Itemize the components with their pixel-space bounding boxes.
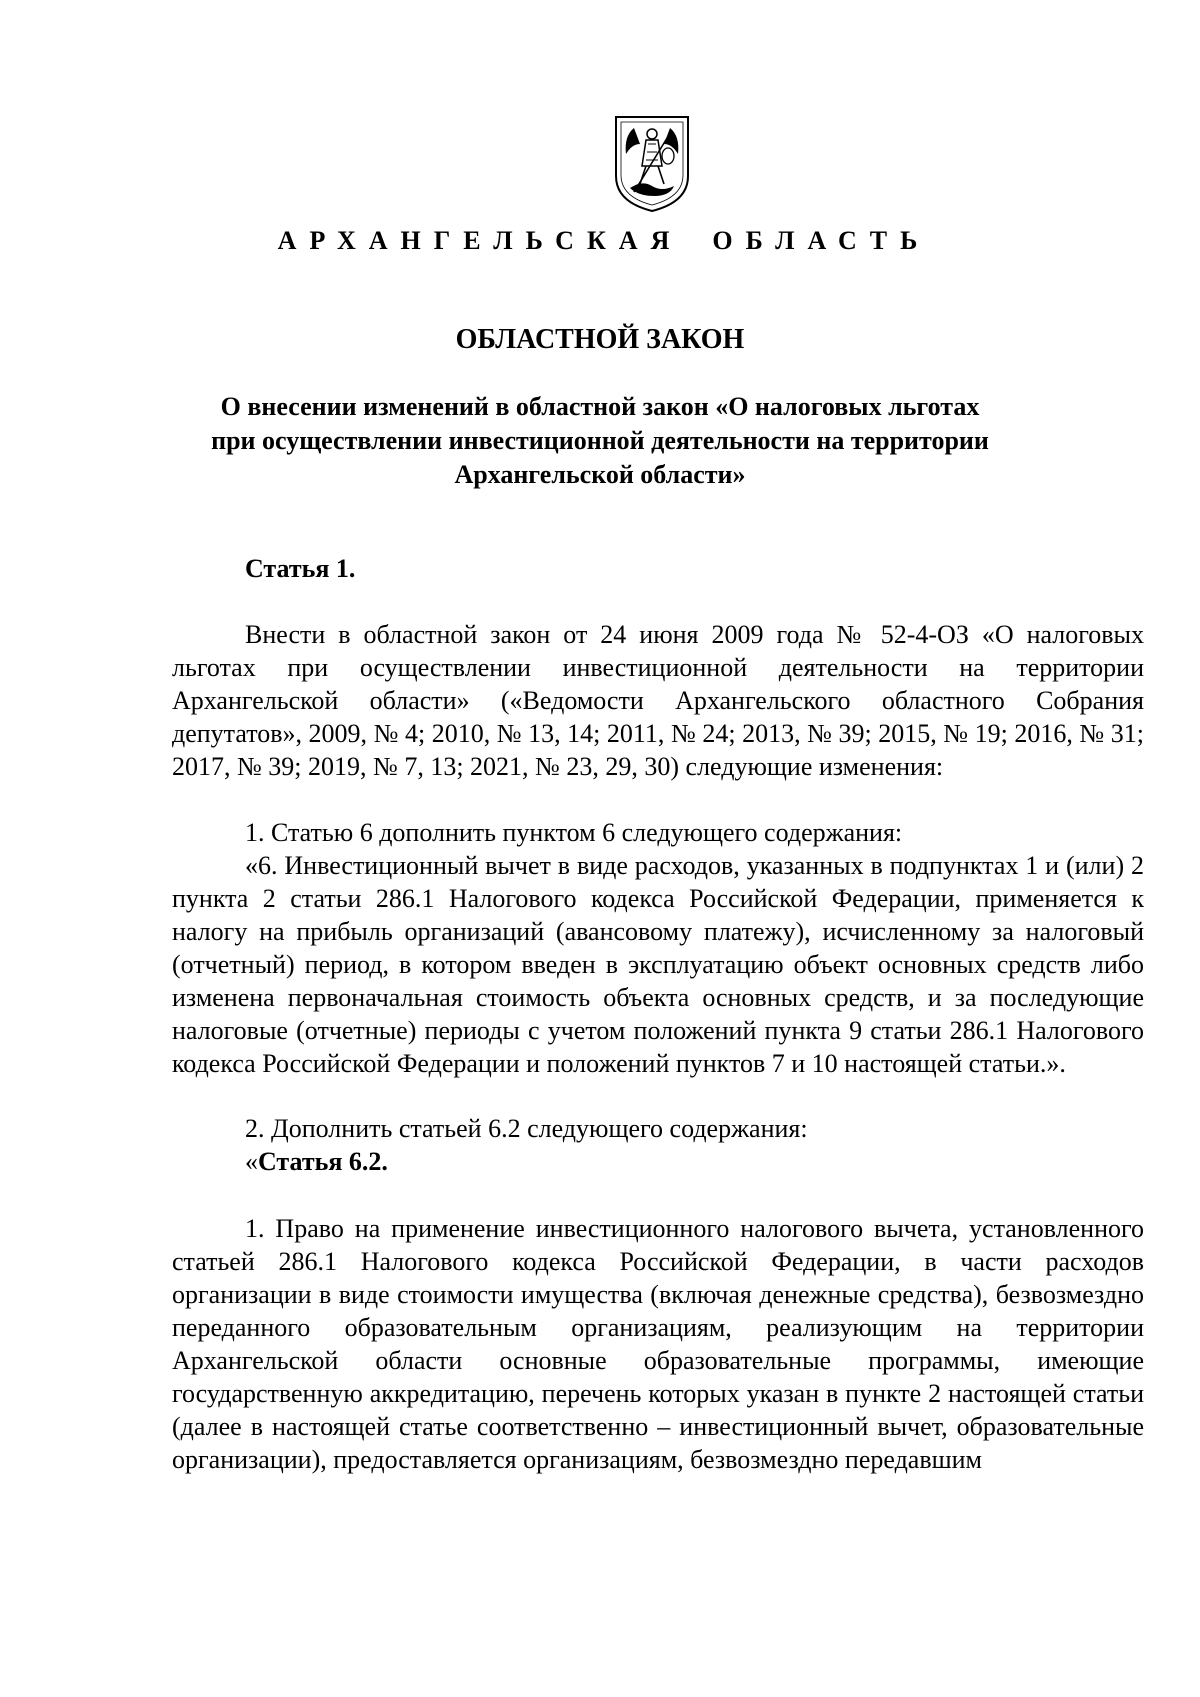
coat-of-arms-icon — [612, 114, 692, 214]
article-heading: Статья 1. — [245, 554, 356, 583]
item2-block — [172, 1112, 1144, 1476]
region-name: АРХАНГЕЛЬСКАЯ ОБЛАСТЬ — [277, 226, 931, 255]
law-title-line: О внесении изменений в областной закон «О налоговых льготах — [220, 392, 980, 421]
item2-heading-line — [172, 1145, 1144, 1178]
item1-text: «6. Инвестиционный вычет в виде расходов, указанных в подпунктах 1 и (или) 2 пункта 2 статьи 286.1 Налогового кодекса Российской Федерации, применяется к налогу на прибыль организаций (авансовому платежу), исчисленному за налоговый (отчетный) период, в котором введен в эксплуатацию объект основных средств либо изменена первоначальная стоимость объекта основных средств, и за последующие налоговые (отчетные) периоды с учетом положений пункта 9 статьи 286.1 Налогового кодекса Российской Федерации и положений пунктов 7 и 10 настоящей статьи.». — [172, 851, 1144, 1078]
item2-heading: Статья 6.2. — [258, 1147, 388, 1176]
item2-paragraph-1: 1. Право на применение инвестиционного налогового вычета, установленного статьей 286.1 Налогового кодекса Российской Федерации, в части расходов организации в виде стоимости имущества (включая денежные средства), безвозмездно переданного образовательным организациям, реализующим на территории Архангельской области основные образовательные программы, имеющие государственную аккредитацию, перечень которых указан в пункте 2 настоящей статьи (далее в настоящей статье соответственно – инвестиционный вычет, образовательные организации), предоставляется организациям, безвозмездно передавшим — [172, 1214, 1144, 1474]
item2-lead: 2. Дополнить статьей 6.2 следующего содержания: — [245, 1114, 808, 1143]
quote-mark: « — [245, 1147, 258, 1176]
law-title-line: при осуществлении инвестиционной деятельности на территории — [211, 426, 989, 455]
item1-lead: 1. Статью 6 дополнить пунктом 6 следующего содержания: — [245, 818, 903, 847]
item1-block — [172, 816, 1144, 1080]
law-title — [180, 390, 1020, 492]
law-kind-title: ОБЛАСТНОЙ ЗАКОН — [455, 324, 745, 355]
law-title-line: Архангельской области» — [454, 460, 746, 489]
article-intro-paragraph: Внести в областной закон от 24 июня 2009 года № 52-4-ОЗ «О налоговых льготах при осуществлении инвестиционной деятельности на территории Архангельской области» («Ведомости Архангельского областного Собрания депутатов», 2009, № 4; 2010, № 13, 14; 2011, № 24; 2013, № 39; 2015, № 19; 2016, № 31; 2017, № 39; 2019, № 7, 13; 2021, № 23, 29, 30) следующие изменения: — [172, 620, 1144, 781]
article-intro-block — [172, 618, 1144, 783]
